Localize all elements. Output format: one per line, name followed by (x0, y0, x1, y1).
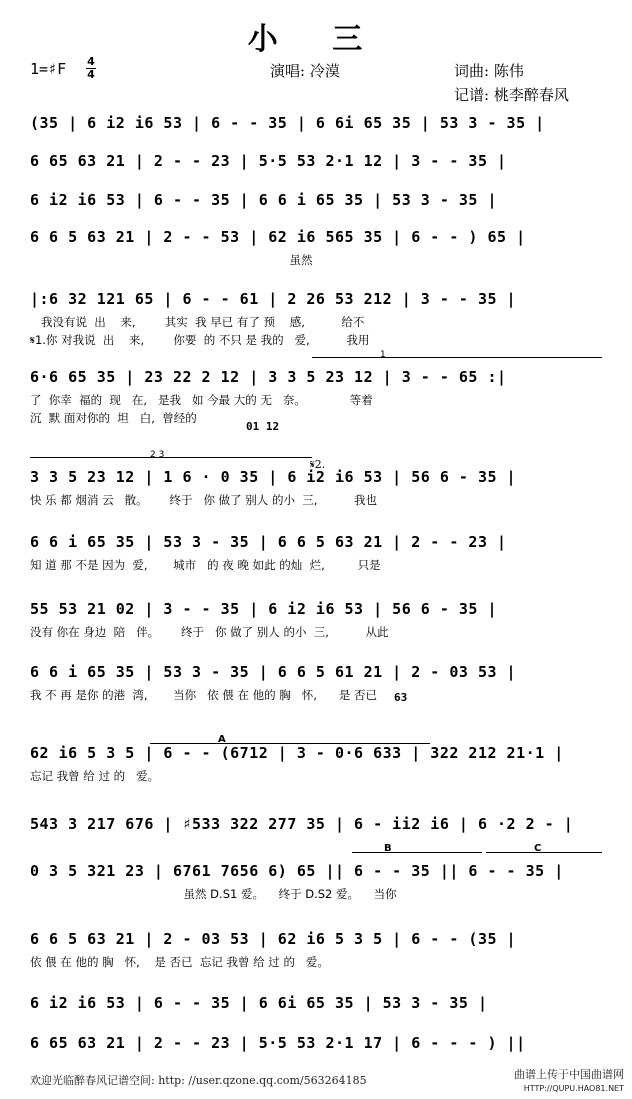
lyric-row: 没有 你在 身边 陪 伴。 终于 你 做了 别人 的小 三, 从此 (30, 625, 389, 639)
volta-label-2: 2 3 (150, 450, 165, 460)
notation-row: 6 6 i 65 35 | 53 3 - 35 | 6 6 5 61 21 | 2 - 03 53 | (30, 663, 517, 681)
rehearsal-mark-b: B (384, 843, 392, 854)
lyric-row-verse2: 𝄋1.你 对我说 出 来, 你要 的 不只 是 我的 爱, 我用 (30, 333, 370, 347)
notation-row: 6 i2 i6 53 | 6 - - 35 | 6 6i 65 35 | 53 3 - 35 | (30, 994, 488, 1012)
song-title: 小 三 (247, 22, 385, 57)
meter-bottom: 4 (87, 68, 95, 81)
lyric-row: 虽然 (30, 253, 313, 267)
volta-label-1: 1 (380, 350, 386, 360)
notator-credit: 记谱: 桃李醉春风 (454, 86, 569, 104)
alternate-notes: 01 12 (246, 420, 280, 433)
rehearsal-mark-a: A (218, 734, 226, 745)
lyric-row: 依 偎 在 他的 胸 怀, 是 否已 忘记 我曾 给 过 的 爱。 (30, 955, 329, 969)
alternate-notes-2: 63 (394, 691, 408, 704)
notation-row: 6 6 5 63 21 | 2 - 03 53 | 62 i6 5 3 5 | 6 - - (35 | (30, 930, 517, 948)
notation-row: 6 65 63 21 | 2 - - 23 | 5·5 53 2·1 17 | 6 - - - ) || (30, 1034, 526, 1052)
section-a-line (150, 743, 430, 744)
lyric-row: 我没有说 出 来, 其实 我 早已 有了 预 感, 给不 (30, 315, 365, 329)
section-c-line (486, 852, 602, 853)
notation-row: 3 3 5 23 12 | 1 6 · 0 35 | 6 i2 i6 53 | 56 6 - 35 | (30, 468, 517, 486)
notation-row: 6 i2 i6 53 | 6 - - 35 | 6 6 i 65 35 | 53 3 - 35 | (30, 191, 498, 209)
notation-row: 55 53 21 02 | 3 - - 35 | 6 i2 i6 53 | 56 6 - 35 | (30, 600, 498, 618)
rehearsal-mark-c: C (534, 843, 542, 854)
section-b-line (352, 852, 482, 853)
lyric-row: 虽然 D.S1 爱。 终于 D.S2 爱。 当你 (30, 887, 397, 901)
lyric-row: 了 你幸 福的 现 在, 是我 如 今最 大的 无 奈。 等着 (30, 393, 373, 407)
notation-row: 6·6 65 35 | 23 22 2 12 | 3 3 5 23 12 | 3 - - 65 :| (30, 368, 507, 386)
notation-row: 6 6 5 63 21 | 2 - - 53 | 62 i6 565 35 | 6 - - ) 65 | (30, 228, 526, 246)
notation-row: 62 i6 5 3 5 | 6 - - (6712 | 3 - 0·6 633 | 322 212 21·1 | (30, 744, 564, 762)
time-signature (86, 56, 96, 81)
watermark-site: 曲谱上传于中国曲谱网 (514, 1068, 624, 1081)
notation-row: |:6 32 121 65 | 6 - - 61 | 2 26 53 212 | 3 - - 35 | (30, 290, 517, 308)
notation-row: (35 | 6 i2 i6 53 | 6 - - 35 | 6 6i 65 35 | 53 3 - 35 | (30, 114, 545, 132)
footer-link[interactable]: 欢迎光临醉春风记谱空间: http: //user.qzone.qq.com/563264185 (30, 1074, 367, 1087)
composer-credit: 词曲: 陈伟 (454, 62, 524, 80)
lyric-row: 我 不 再 是你 的港 湾, 当你 依 偎 在 他的 胸 怀, 是 否已 (30, 688, 377, 702)
segno-2-marker: 𝄋2. (310, 458, 326, 471)
notation-row: 543 3 217 676 | ♯533 322 277 35 | 6 - ii2 i6 | 6 ·2 2 - | (30, 815, 574, 833)
lyric-row-verse2: 沉 默 面对你的 坦 白, 曾经的 (30, 411, 197, 425)
notation-row: 6 65 63 21 | 2 - - 23 | 5·5 53 2·1 12 | 3 - - 35 | (30, 152, 507, 170)
watermark-url: HTTP://QUPU.HAO81.NET (523, 1084, 624, 1093)
meter-top: 4 (87, 55, 95, 68)
key-signature: 1=♯F (30, 60, 67, 78)
volta-bracket-1 (312, 357, 602, 358)
notation-row: 6 6 i 65 35 | 53 3 - 35 | 6 6 5 63 21 | 2 - - 23 | (30, 533, 507, 551)
singer-credit: 演唱: 冷漠 (270, 62, 340, 80)
volta-bracket-2 (30, 457, 312, 458)
lyric-row: 知 道 那 不是 因为 爱, 城市 的 夜 晚 如此 的灿 烂, 只是 (30, 558, 381, 572)
lyric-row: 忘记 我曾 给 过 的 爱。 (30, 769, 160, 783)
notation-row: 0 3 5 321 23 | 6761 7656 6) 65 || 6 - - 35 || 6 - - 35 | (30, 862, 564, 880)
lyric-row: 快 乐 都 烟消 云 散。 终于 你 做了 别人 的小 三, 我也 (30, 493, 377, 507)
